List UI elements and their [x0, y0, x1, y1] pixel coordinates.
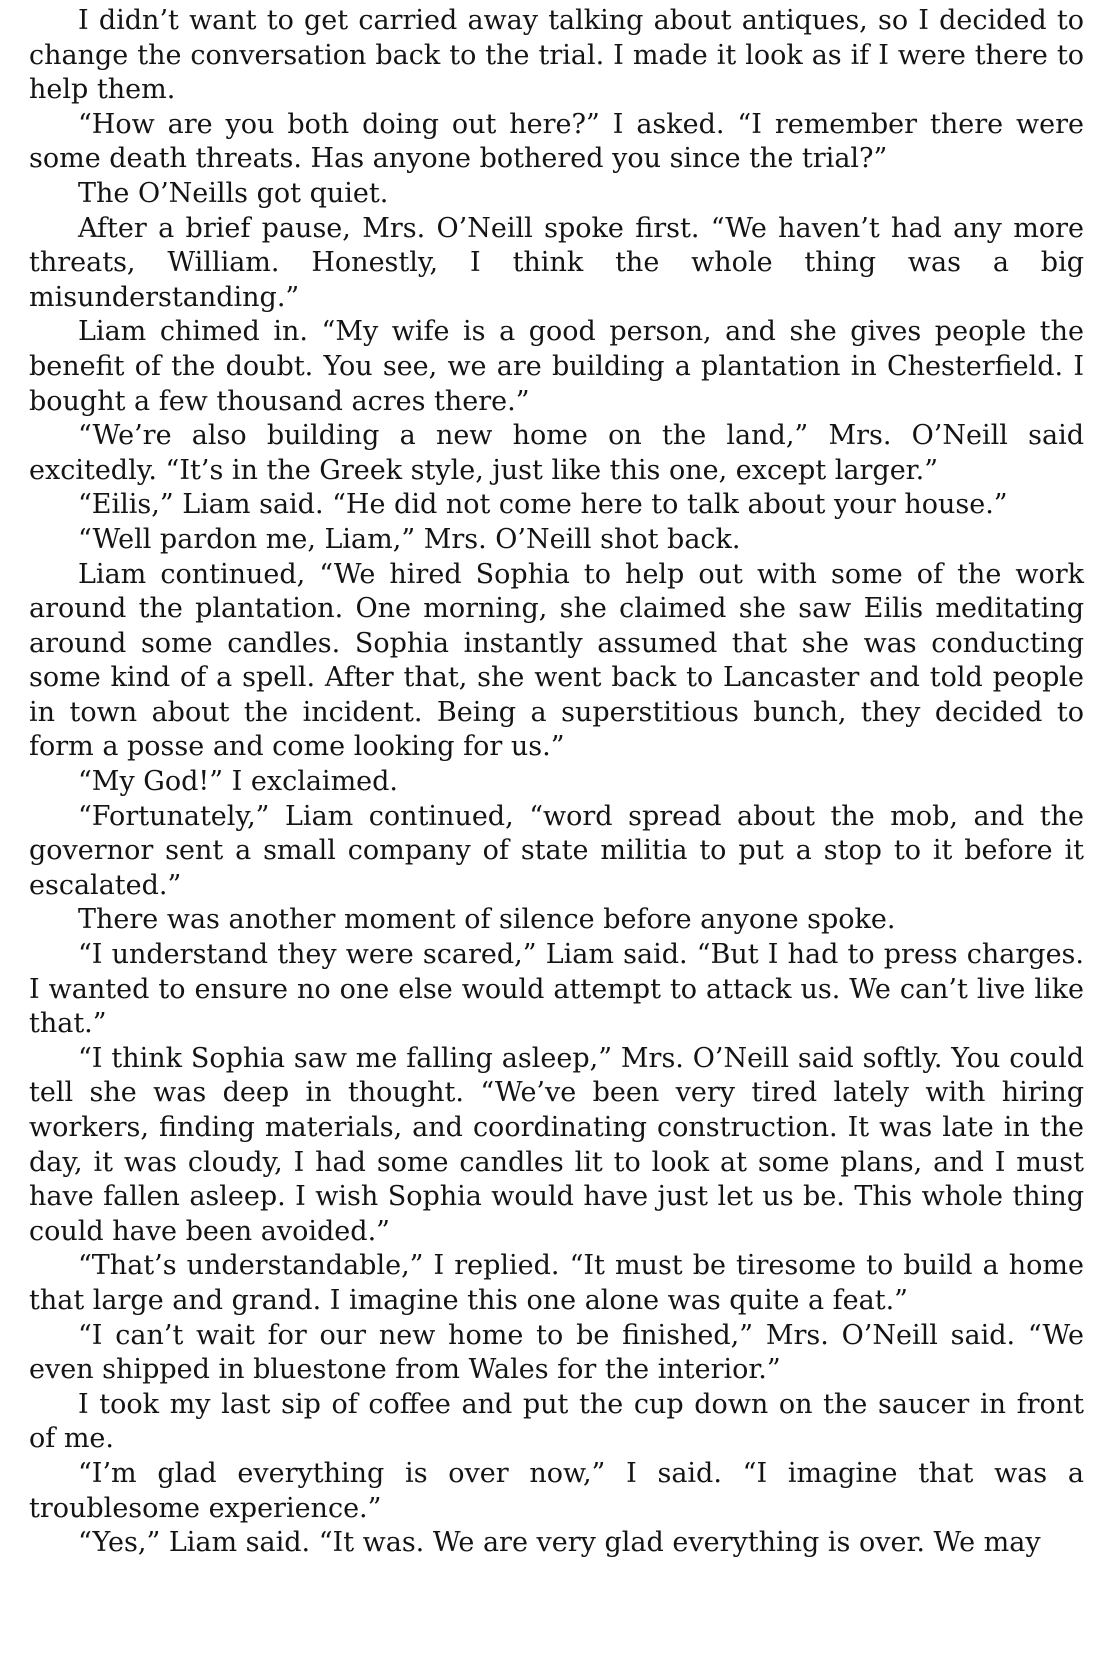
paragraph: “My God!” I exclaimed.: [78, 766, 399, 798]
paragraph: “I’m glad everything is over now,” I said. “I imagine that was a troublesome experience.”: [29, 1457, 1084, 1524]
paragraph: “Fortunately,” Liam continued, “word spread about the mob, and the governor sent a small company of state militia to put a stop to it before it escalated.”: [29, 800, 1084, 901]
paragraph: There was another moment of silence before anyone spoke.: [78, 904, 896, 936]
paragraph: I took my last sip of coffee and put the cup down on the saucer in front of me.: [29, 1388, 1084, 1455]
paragraph: “I can’t wait for our new home to be finished,” Mrs. O’Neill said. “We even shipped in bluestone from Wales for the interior.”: [29, 1319, 1084, 1386]
paragraph: Liam chimed in. “My wife is a good person, and she gives people the benefit of the doubt. You see, we are building a plantation in Chesterfield. I bought a few thousand acres there.”: [29, 316, 1084, 417]
body-text: [29, 4, 1084, 1561]
paragraph: “Well pardon me, Liam,” Mrs. O’Neill shot back.: [78, 523, 741, 555]
paragraph: “I think Sophia saw me falling asleep,” Mrs. O’Neill said softly. You could tell she was deep in thought. “We’ve been very tired lately with hiring workers, finding materials, and coordinating construction. It was late in the day, it was cloudy, I had some candles lit to look at some plans, and I must have fallen asleep. I wish Sophia would have just let us be. This whole thing could have been avoided.”: [29, 1042, 1084, 1247]
paragraph: “How are you both doing out here?” I asked. “I remember there were some death threats. Has anyone bothered you since the trial?”: [29, 108, 1084, 175]
paragraph: “I understand they were scared,” Liam said. “But I had to press charges. I wanted to ensure no one else would attempt to attack us. We can’t live like that.”: [29, 939, 1084, 1040]
paragraph: “That’s understandable,” I replied. “It must be tiresome to build a home that large and grand. I imagine this one alone was quite a feat.”: [29, 1250, 1084, 1316]
paragraph: “We’re also building a new home on the land,” Mrs. O’Neill said excitedly. “It’s in the Greek style, just like this one, except larger.”: [29, 420, 1084, 486]
paragraph: After a brief pause, Mrs. O’Neill spoke first. “We haven’t had any more threats, William. Honestly, I think the whole thing was a big misunderstanding.”: [29, 212, 1084, 313]
paragraph: Liam continued, “We hired Sophia to help out with some of the work around the plantation. One morning, she claimed she saw Eilis meditating around some candles. Sophia instantly assumed that she was conducting some kind of a spell. After that, she went back to Lancaster and told people in town about the incident. Being a superstitious bunch, they decided to form a posse and come looking for us.”: [29, 558, 1084, 763]
paragraph: The O’Neills got quiet.: [78, 177, 389, 209]
paragraph: “Eilis,” Liam said. “He did not come here to talk about your house.”: [78, 489, 1008, 521]
paragraph: I didn’t want to get carried away talking about antiques, so I decided to change the conversation back to the trial. I made it look as if I were there to help them.: [29, 5, 1084, 106]
paragraph: “Yes,” Liam said. “It was. We are very glad everything is over. We may: [78, 1527, 1041, 1559]
